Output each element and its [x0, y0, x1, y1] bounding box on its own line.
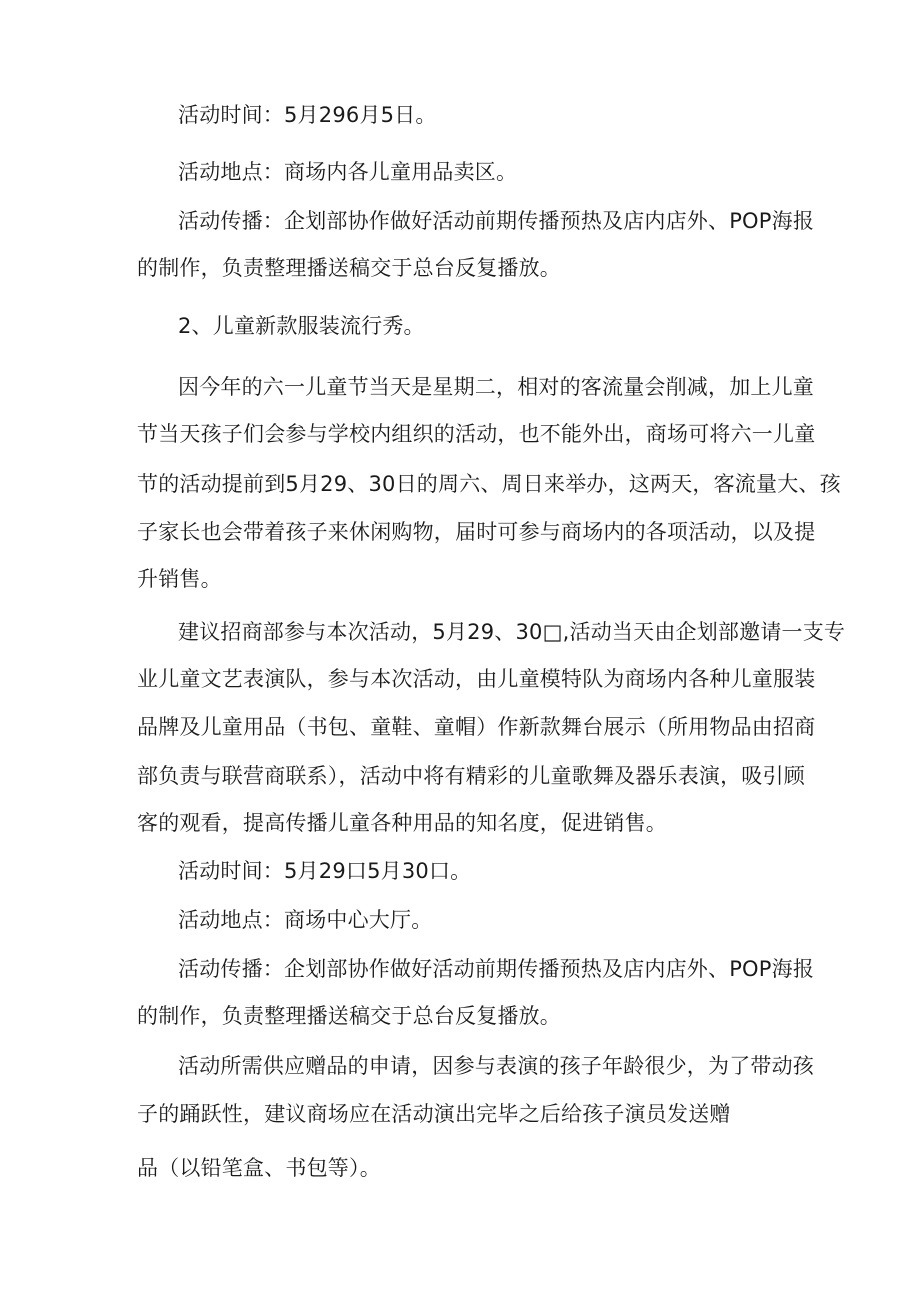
activity-location-line: 活动地点：商场内各儿童用品卖区。 [178, 160, 518, 184]
body-paragraph-line: 品（以铅笔盒、书包等）。 [137, 1156, 381, 1180]
body-paragraph-line: 部负责与联营商联系），活动中将有精彩的儿童歌舞及器乐表演，吸引顾 [137, 764, 805, 788]
body-paragraph-line: 因今年的六一儿童节当天是星期二，相对的客流量会削减，加上儿童 [178, 375, 814, 399]
body-paragraph-line: 品牌及儿童用品（书包、童鞋、童帽）作新款舞台展示（所用物品由招商 [137, 715, 816, 739]
body-paragraph-line: 客的观看，提高传播儿童各种用品的知名度，促进销售。 [137, 811, 667, 835]
section-heading-fashion-show: 2、儿童新款服装流行秀。 [178, 314, 425, 338]
activity-location-line-2: 活动地点：商场中心大厅。 [178, 908, 433, 932]
body-paragraph-line: 节当天孩子们会参与学校内组织的活动，也不能外出，商场可将六一儿童 [137, 422, 816, 446]
activity-promotion-line-1b: 活动传播：企划部协作做好活动前期传播预热及店内店外、POP海报 [178, 957, 815, 981]
activity-time-line-2: 活动时间：5月29口5月30口。 [178, 859, 472, 883]
activity-promotion-line-1: 活动传播：企划部协作做好活动前期传播预热及店内店外、POP海报 [178, 209, 815, 233]
activity-time-line: 活动时间：5月296月5日。 [178, 103, 437, 127]
activity-promotion-line-2: 的制作，负责整理播送稿交于总台反复播放。 [137, 256, 561, 280]
activity-promotion-line-2b: 的制作，负责整理播送稿交于总台反复播放。 [137, 1004, 561, 1028]
body-paragraph-line: 节的活动提前到5月29、30日的周六、周日来举办，这两天，客流量大、孩 [137, 472, 841, 496]
body-paragraph-line: 升销售。 [137, 567, 222, 591]
body-paragraph-line: 子的踊跃性，建议商场应在活动演出完毕之后给孩子演员发送赠 [137, 1102, 731, 1126]
body-paragraph-line: 活动所需供应赠品的申请，因参与表演的孩子年龄很少，为了带动孩 [178, 1054, 814, 1078]
body-paragraph-line: 业儿童文艺表演队，参与本次活动，由儿童模特队为商场内各种儿童服装 [137, 667, 816, 691]
body-paragraph-line: 建议招商部参与本次活动，5月29、30□,活动当天由企划部邀请一支专 [178, 620, 846, 644]
body-paragraph-line: 子家长也会带着孩子来休闲购物，届时可参与商场内的各项活动，以及提 [137, 520, 816, 544]
